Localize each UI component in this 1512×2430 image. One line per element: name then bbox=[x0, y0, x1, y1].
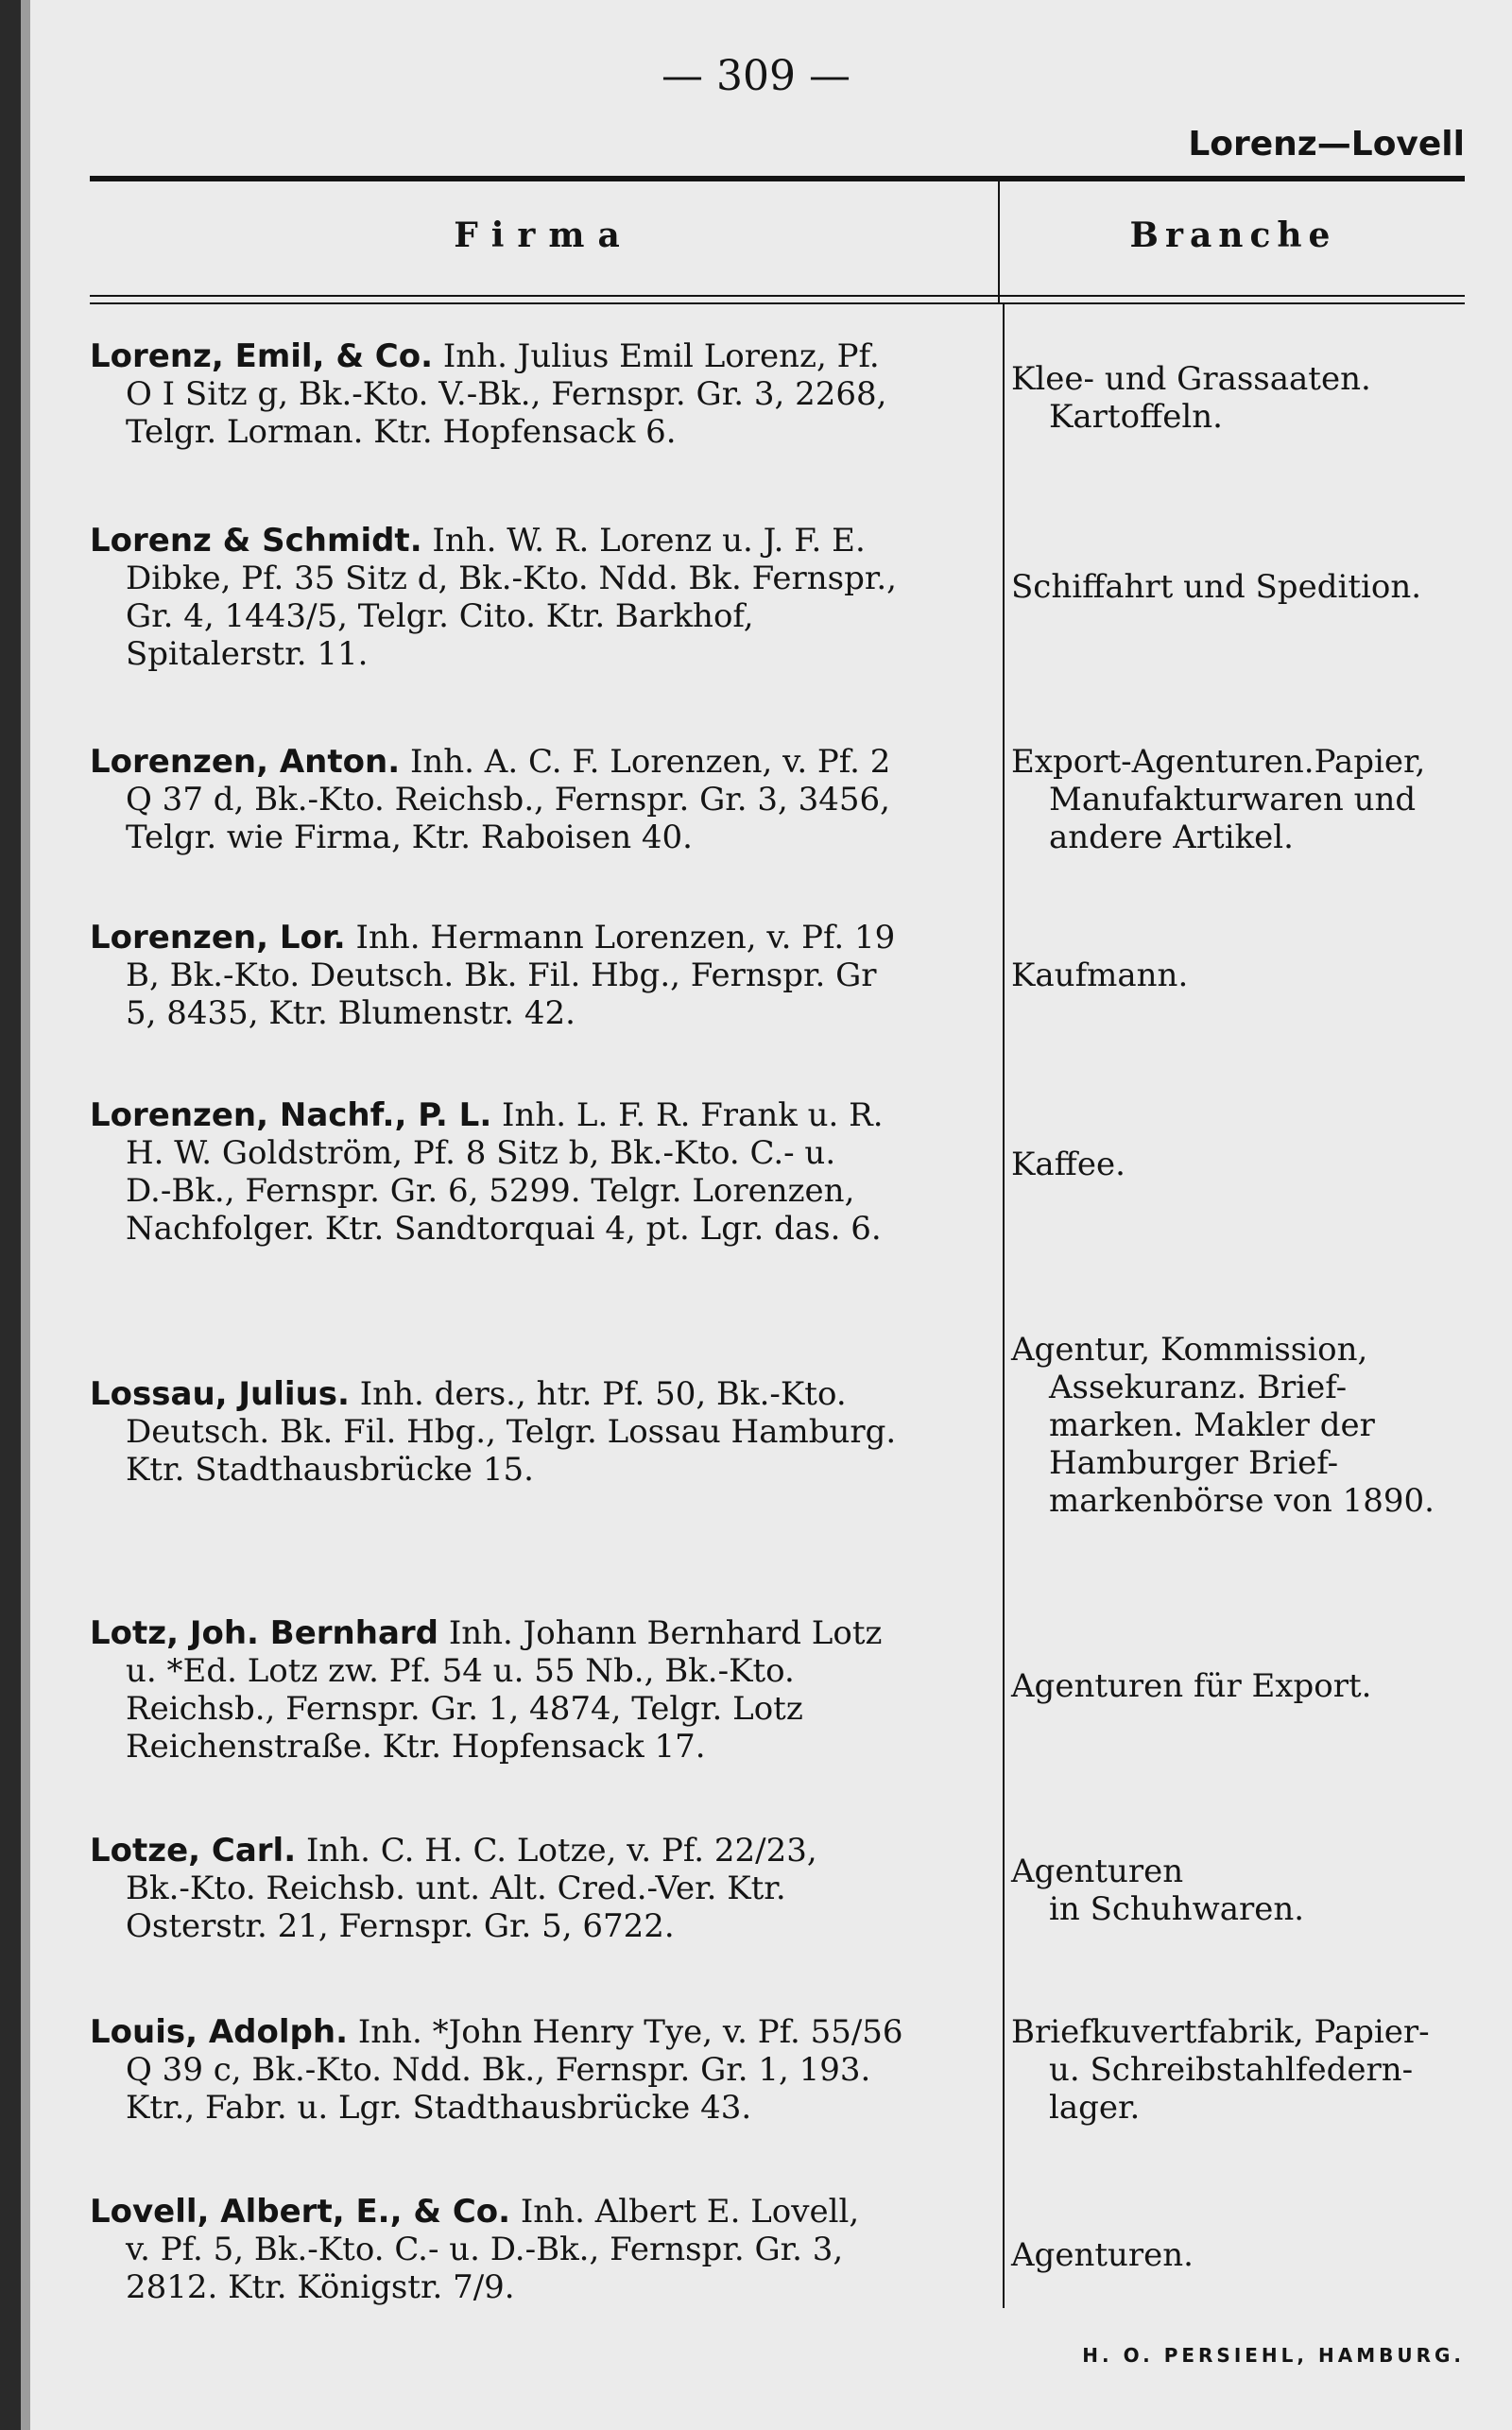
entry-branche: Agenturen in Schuhwaren. bbox=[1011, 1853, 1305, 1928]
company-name: Lovell, Albert, E., & Co. bbox=[90, 2193, 511, 2231]
company-name: Louis, Adolph. bbox=[90, 2013, 348, 2051]
rule-header-bottom bbox=[90, 295, 1465, 297]
entry-branche: Agenturen für Export. bbox=[1011, 1667, 1372, 1705]
entry-firma: Lorenzen, Anton. Inh. A. C. F. Lorenzen, v. Pf. 2 Q 37 d, Bk.-Kto. Reichsb., Fernspr. Gr. 3, 3456, Telgr. wie Firma, Ktr. Raboisen 40. bbox=[90, 743, 891, 856]
entry-branche: Export-Agenturen.Papier, Manufakturwaren und andere Artikel. bbox=[1011, 743, 1426, 856]
company-name: Lossau, Julius. bbox=[90, 1375, 350, 1413]
rule-top bbox=[90, 176, 1465, 181]
entry-firma: Lorenzen, Nachf., P. L. Inh. L. F. R. Frank u. R. H. W. Goldström, Pf. 8 Sitz b, Bk.-Kto. C.- u. D.-Bk., Fernspr. Gr. 6, 5299. Telgr. Lorenzen, Nachfolger. Ktr. Sandtorquai 4, pt. Lgr. das. 6. bbox=[90, 1096, 884, 1248]
company-name: Lorenzen, Nachf., P. L. bbox=[90, 1096, 492, 1134]
company-name: Lotze, Carl. bbox=[90, 1832, 297, 1870]
entry-branche: Kaffee. bbox=[1011, 1146, 1125, 1183]
company-name: Lorenzen, Anton. bbox=[90, 743, 401, 781]
scan-edge-shadow bbox=[21, 0, 30, 2430]
header-branche: Branche bbox=[1129, 215, 1337, 255]
entry-branche: Kaufmann. bbox=[1011, 956, 1189, 994]
entry-firma: Lotz, Joh. Bernhard Inh. Johann Bernhard Lotz u. *Ed. Lotz zw. Pf. 54 u. 55 Nb., Bk.-Kto. Reichsb., Fernspr. Gr. 1, 4874, Telgr. Lotz Reichenstraße. Ktr. Hopfensack 17. bbox=[90, 1614, 883, 1766]
printer-imprint: H. O. PERSIEHL, HAMBURG. bbox=[1082, 2344, 1465, 2367]
column-divider bbox=[1003, 304, 1005, 2308]
entry-branche: Agenturen. bbox=[1011, 2236, 1194, 2274]
scan-edge bbox=[0, 0, 21, 2430]
entry-firma: Lorenz & Schmidt. Inh. W. R. Lorenz u. J. F. E. Dibke, Pf. 35 Sitz d, Bk.-Kto. Ndd. Bk. Fernspr., Gr. 4, 1443/5, Telgr. Cito. Ktr. Barkhof, Spitalerstr. 11. bbox=[90, 522, 897, 673]
company-name: Lorenz & Schmidt. bbox=[90, 522, 422, 560]
entry-firma: Lotze, Carl. Inh. C. H. C. Lotze, v. Pf. 22/23, Bk.-Kto. Reichsb. unt. Alt. Cred.-Ver. Ktr. Osterstr. 21, Fernspr. Gr. 5, 6722. bbox=[90, 1832, 817, 1945]
page-number: — 309 — bbox=[662, 52, 850, 100]
entry-firma: Lovell, Albert, E., & Co. Inh. Albert E. Lovell, v. Pf. 5, Bk.-Kto. C.- u. D.-Bk., Fernspr. Gr. 3, 2812. Ktr. Königstr. 7/9. bbox=[90, 2193, 860, 2306]
company-name: Lotz, Joh. Bernhard bbox=[90, 1614, 438, 1652]
header-column-divider bbox=[998, 181, 1000, 304]
entry-branche: Briefkuvertfabrik, Papier- u. Schreibstahlfedern- lager. bbox=[1011, 2013, 1430, 2127]
header-firma: Firma bbox=[454, 215, 633, 255]
entry-firma: Lorenzen, Lor. Inh. Hermann Lorenzen, v. Pf. 19 B, Bk.-Kto. Deutsch. Bk. Fil. Hbg., Fernspr. Gr 5, 8435, Ktr. Blumenstr. 42. bbox=[90, 919, 896, 1032]
page-range: Lorenz—Lovell bbox=[1188, 125, 1465, 164]
entry-branche: Schiffahrt und Spedition. bbox=[1011, 568, 1422, 606]
rule-header-bottom-double bbox=[90, 302, 1465, 304]
entry-branche: Agentur, Kommission, Assekuranz. Brief- marken. Makler der Hamburger Brief- markenbörse von 1890. bbox=[1011, 1331, 1435, 1520]
entry-firma: Lossau, Julius. Inh. ders., htr. Pf. 50, Bk.-Kto. Deutsch. Bk. Fil. Hbg., Telgr. Lossau Hamburg. Ktr. Stadthausbrücke 15. bbox=[90, 1375, 897, 1489]
company-name: Lorenz, Emil, & Co. bbox=[90, 337, 434, 375]
entry-firma: Lorenz, Emil, & Co. Inh. Julius Emil Lorenz, Pf. O I Sitz g, Bk.-Kto. V.-Bk., Fernspr. Gr. 3, 2268, Telgr. Lorman. Ktr. Hopfensack 6. bbox=[90, 337, 887, 451]
company-name: Lorenzen, Lor. bbox=[90, 919, 346, 956]
entry-branche: Klee- und Grassaaten. Kartoffeln. bbox=[1011, 360, 1371, 436]
entry-firma: Louis, Adolph. Inh. *John Henry Tye, v. Pf. 55/56 Q 39 c, Bk.-Kto. Ndd. Bk., Fernspr. Gr. 1, 193. Ktr., Fabr. u. Lgr. Stadthausbrücke 43. bbox=[90, 2013, 903, 2127]
